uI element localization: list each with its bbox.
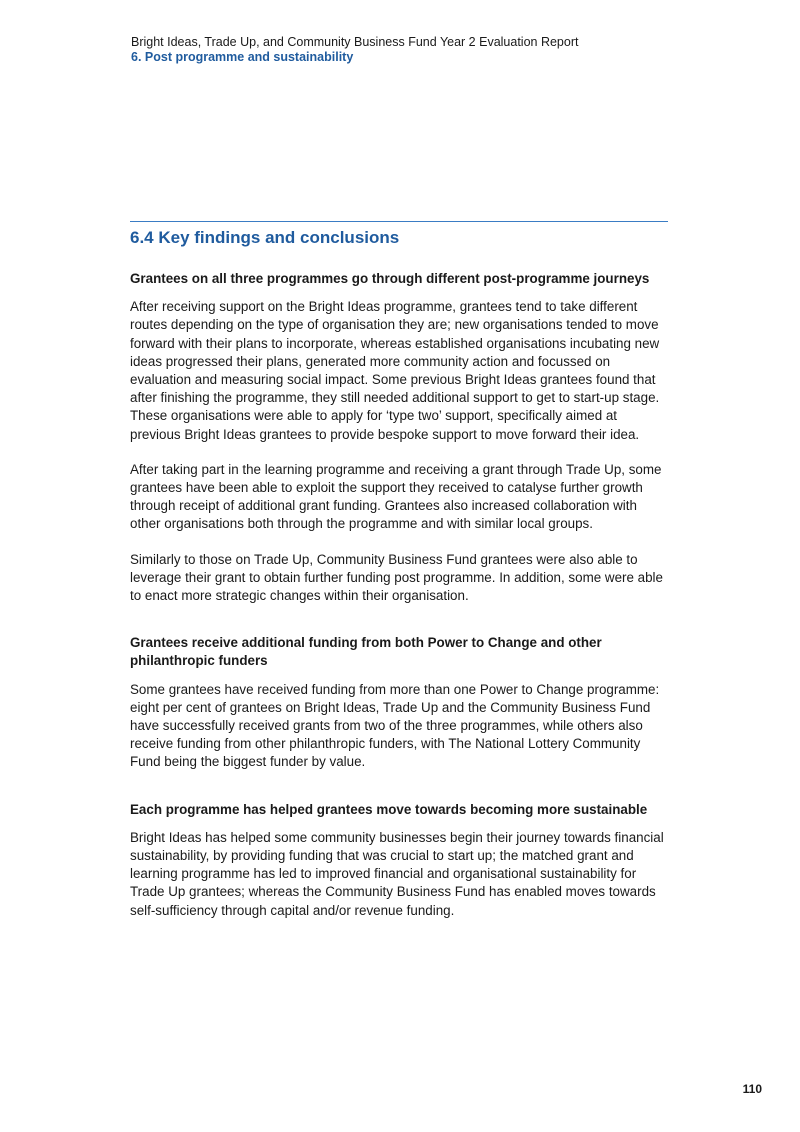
section-heading: 6.4 Key findings and conclusions: [130, 228, 400, 247]
section-divider: [130, 221, 668, 222]
finding-heading: Each programme has helped grantees move towards becoming more sustainable: [130, 801, 648, 817]
finding-heading: Grantees on all three programmes go through different post-programme journeys: [130, 271, 650, 286]
finding-additional-funding: [130, 634, 670, 771]
running-header: [131, 35, 578, 65]
finding-post-programme-journeys: [130, 270, 670, 605]
paragraph: Some grantees have received funding from more than one Power to Change programme: eight per cent of grantees on Bright Ideas, Trade Up and the Community Business Fund have successfully received grants from two of the three programmes, while others also receive funding from other philanthropic funders, with The National Lottery Community Fund being the biggest funder by value.: [130, 681, 660, 770]
paragraph: After receiving support on the Bright Ideas programme, grantees tend to take different routes depending on the type of organisation they are; new organisations tended to move forward with their plans to incorporate, whereas established organisations incubating new ideas progressed their plans, generated more community action and focussed on evaluation and measuring social impact. Some previous Bright Ideas grantees found that after finishing the programme, they still needed additional support to get to start-up stage. These organisations were able to apply for ‘type two’ support, specifically aimed at previous Bright Ideas grantees to provide bespoke support to move forward their idea.: [130, 299, 660, 442]
paragraph: Bright Ideas has helped some community businesses begin their journey towards financial sustainability, by providing funding that was crucial to start up; the matched grant and learning programme has led to improved financial and organisational sustainability for Trade Up grantees; whereas the Community Business Fund has enabled moves towards self-sufficiency through capital and/or revenue funding.: [130, 829, 664, 918]
report-title: Bright Ideas, Trade Up, and Community Business Fund Year 2 Evaluation Report: [131, 35, 579, 49]
paragraph: After taking part in the learning programme and receiving a grant through Trade Up, some grantees have been able to exploit the support they received to catalyse further growth through receipt of additional grant funding. Grantees also increased collaboration with other organisations both through the programme and with similar local groups.: [130, 461, 662, 532]
paragraph: Similarly to those on Trade Up, Community Business Fund grantees were also able to leverage their grant to obtain further funding post programme. In addition, some were able to enact more strategic changes within their organisation.: [130, 551, 663, 604]
chapter-title: 6. Post programme and sustainability: [131, 50, 354, 64]
page-number: 110: [742, 1082, 762, 1096]
finding-heading: Grantees receive additional funding from both Power to Change and other philanthropic funders: [130, 635, 602, 669]
finding-sustainability: [130, 801, 670, 920]
findings-body: [130, 270, 670, 937]
